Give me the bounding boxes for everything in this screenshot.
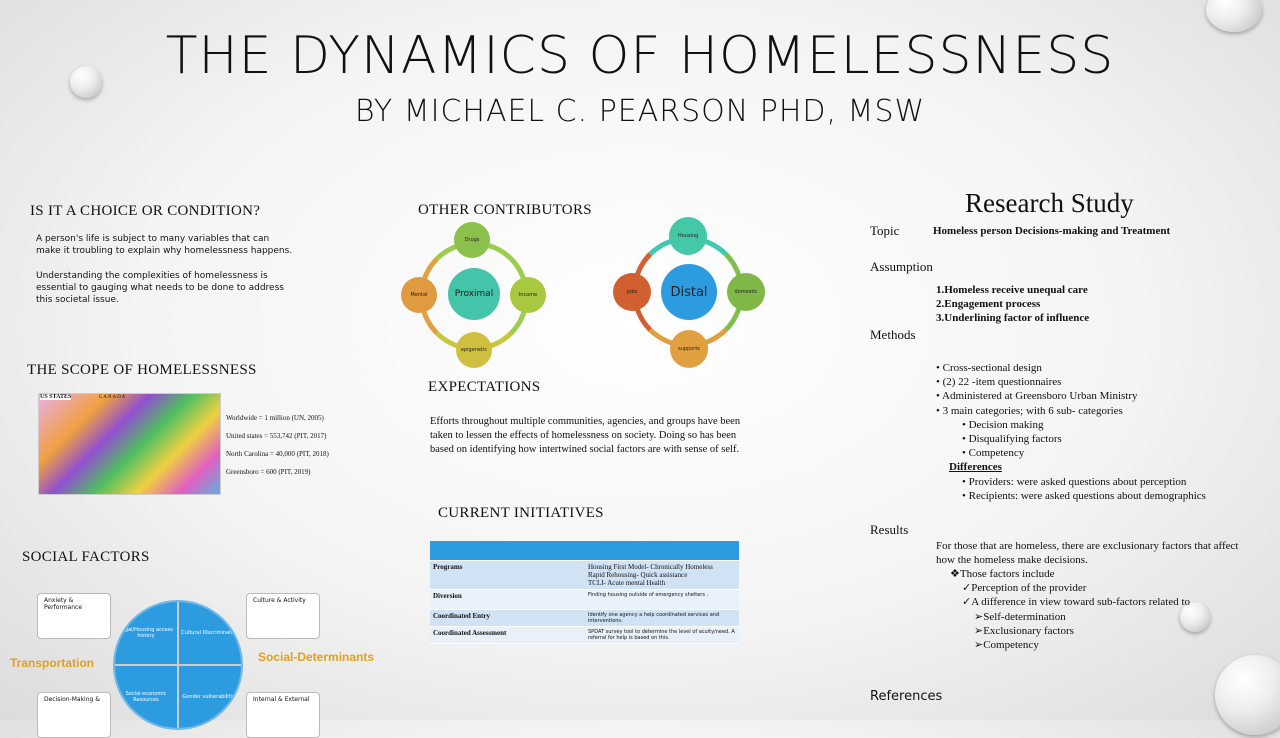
initiatives-table: [430, 541, 739, 644]
us-map-image: [38, 393, 221, 495]
methods-list: • Cross-sectional design • (2) 22 -item questionnaires • Administered at Greensboro Urban Ministry • 3 main categories; with 6 sub- categories • Decision making • Disqualifying factors • Competency Differences • Providers: were asked questions about perception • Recipients: were asked questions about demographics: [936, 362, 1206, 502]
expectations-text: Efforts throughout multiple communities, agencies, and groups have been taken to lessen the effects of homelessness on society. Doing so has been based on identifying how intertwined social factors are with sense of self.: [430, 416, 741, 455]
proximal-top: Drugs: [454, 222, 490, 258]
stat-worldwide: Worldwide = 1 million (UN, 2005): [226, 414, 324, 422]
assumption-label: Assumption: [870, 259, 933, 274]
initiatives-heading: CURRENT INITIATIVES: [438, 505, 604, 521]
proximal-right: Income: [510, 277, 546, 313]
map-canada-label: C A N A D A: [99, 395, 126, 400]
map-label: US STATES: [40, 394, 72, 400]
results-label: Results: [870, 522, 909, 537]
methods-label: Methods: [870, 327, 916, 342]
social-box: Anxiety & Performance: [37, 593, 111, 639]
research-heading: Research Study: [965, 188, 1134, 218]
scope-heading: THE SCOPE OF HOMELESSNESS: [27, 362, 257, 378]
choice-paragraph-2: Understanding the complexities of homelessness is essential to gauging what needs to be done to address this societal issue.: [36, 271, 284, 305]
decorative-bubble: [1215, 655, 1280, 735]
expectations-heading: EXPECTATIONS: [428, 379, 541, 395]
assumption-list: 1.Homeless receive unequal care 2.Engagement process 3.Underlining factor of influence: [936, 284, 1090, 325]
distal-right: domestic: [727, 273, 765, 311]
social-box: Culture & Activity: [246, 593, 320, 639]
table-row: Programs Housing First Model- Chronically Homeless Rapid Rehousing- Quick assistance TCLI- Acute mental Health: [430, 560, 739, 589]
quadrant: Cultural Discrimination: [179, 602, 241, 664]
other-heading: OTHER CONTRIBUTORS: [418, 202, 592, 218]
transportation-label: Transportation: [10, 656, 95, 670]
quadrant: Gender vulnerabilities: [179, 666, 241, 728]
social-determinants-label: Social-Determinants: [258, 650, 375, 664]
proximal-bottom: epigenetic: [456, 332, 492, 368]
proximal-left: Mental: [401, 277, 437, 313]
stat-greensboro: Greensboro = 600 (PIT, 2019): [226, 468, 311, 476]
results-text: For those that are homeless, there are exclusionary factors that affect how the homeless make decisions.: [936, 540, 1239, 567]
topic-label: Topic: [870, 223, 900, 238]
quadrant: Social-economic Resources: [115, 666, 177, 728]
social-heading: SOCIAL FACTORS: [22, 549, 150, 565]
page-subtitle: BY MICHAEL C. PEARSON PHD, MSW: [354, 94, 926, 129]
quadrant: Legal/Housing access history: [115, 602, 177, 664]
results-list: ❖Those factors include ✓Perception of the provider ✓A difference in view toward sub-factors related to ➢Self-determination ➢Exclusionary factors ➢Competency: [950, 568, 1191, 652]
choice-paragraph-1: A person's life is subject to many variables that can make it troubling to explain why homelessness happens.: [36, 234, 293, 256]
stat-nc: North Carolina = 40,000 (PIT, 2018): [226, 450, 329, 458]
distal-center: Distal: [661, 264, 717, 320]
social-wheel: [113, 600, 243, 730]
table-row: Coordinated Assessment SPDAT survey tool to determine the level of acuity/need. A referral for help is based on this.: [430, 626, 739, 643]
social-box: Decision-Making &: [37, 692, 111, 738]
topic-value: Homeless person Decisions-making and Treatment: [933, 225, 1171, 237]
table-row: Diversion Finding housing outside of emergency shelters .: [430, 589, 739, 609]
distal-top: Housing: [669, 217, 707, 255]
page-title: THE DYNAMICS OF HOMELESSNESS: [165, 26, 1115, 86]
stat-us: United states = 553,742 (PIT, 2017): [226, 432, 327, 440]
references-link[interactable]: References: [870, 689, 943, 704]
proximal-center: Proximal: [448, 268, 500, 320]
table-row: Coordinated Entry Identify one agency a help coordinated services and interventions.: [430, 609, 739, 626]
scope-stats: [226, 409, 329, 481]
choice-heading: IS IT A CHOICE OR CONDITION?: [30, 203, 261, 219]
distal-left: jobs: [613, 273, 651, 311]
social-box: Internal & External: [246, 692, 320, 738]
distal-bottom: supports: [670, 330, 708, 368]
